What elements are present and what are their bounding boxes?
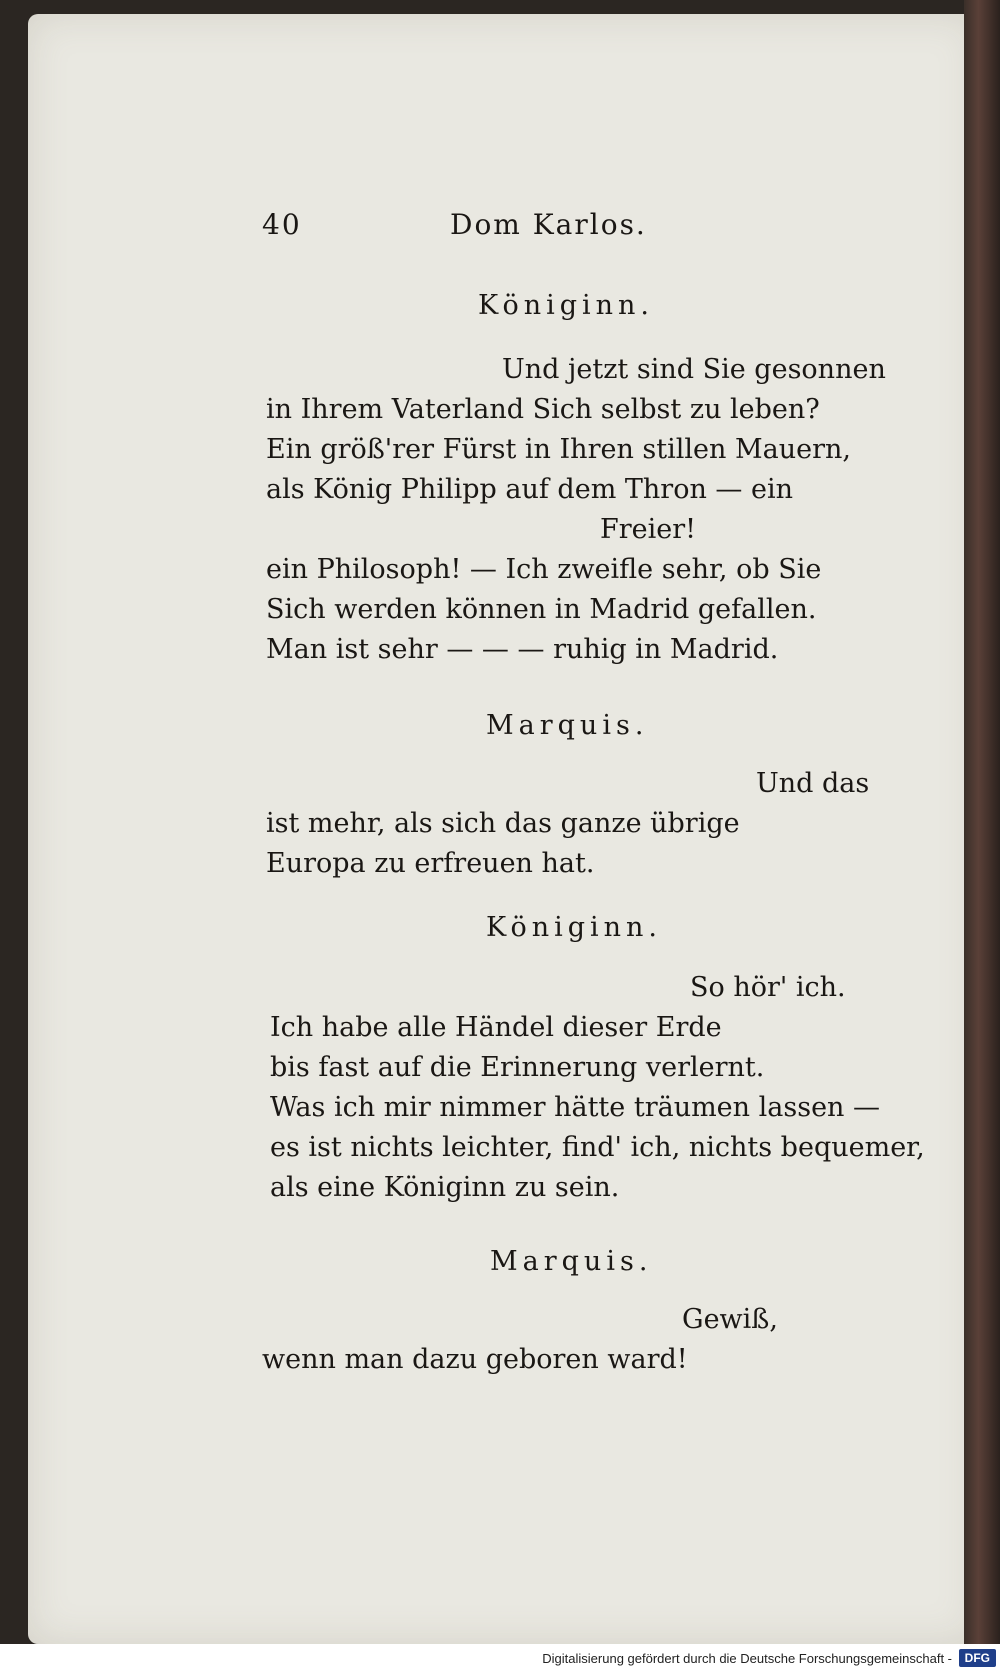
text-line: So hör' ich. [690,972,846,1003]
page-number: 40 [262,208,302,241]
text-line: Man ist sehr — — — ruhig in Madrid. [266,634,779,665]
text-line: als eine Königinn zu sein. [270,1172,620,1203]
text-line: Und das [756,768,870,799]
text-line: ist mehr, als sich das ganze übrige [266,808,740,839]
text-line: Freier! [600,514,696,545]
text-line: ein Philosoph! — Ich zweifle sehr, ob Sie [266,554,822,585]
text-line: Ich habe alle Händel dieser Erde [270,1012,722,1043]
speaker-koeniginn: Königinn. [486,912,663,943]
text-line: Sich werden können in Madrid gefallen. [266,594,817,625]
text-line: Was ich mir nimmer hätte träumen lassen — [270,1092,881,1123]
text-line: Gewiß, [682,1304,778,1335]
footer-bar [0,1644,1000,1670]
dfg-logo: DFG [959,1649,996,1667]
text-line: bis fast auf die Erinnerung verlernt. [270,1052,765,1083]
text-line: als König Philipp auf dem Thron — ein [266,474,794,505]
speaker-marquis: Marquis. [490,1246,653,1277]
text-line: wenn man dazu geboren ward! [262,1344,688,1375]
digitization-credit: Digitalisierung gefördert durch die Deutsche Forschungsgemeinschaft - [542,1651,952,1666]
speaker-koeniginn: Königinn. [478,290,655,321]
book-spine [964,0,1000,1670]
running-title: Dom Karlos. [450,208,647,241]
text-line: Und jetzt sind Sie gesonnen [502,354,886,385]
text-line: Ein größ'rer Fürst in Ihren stillen Mauern, [266,434,851,465]
speaker-marquis: Marquis. [486,710,649,741]
text-line: es ist nichts leichter, find' ich, nichts bequemer, [270,1132,925,1163]
text-line: in Ihrem Vaterland Sich selbst zu leben? [266,394,820,425]
text-line: Europa zu erfreuen hat. [266,848,595,879]
